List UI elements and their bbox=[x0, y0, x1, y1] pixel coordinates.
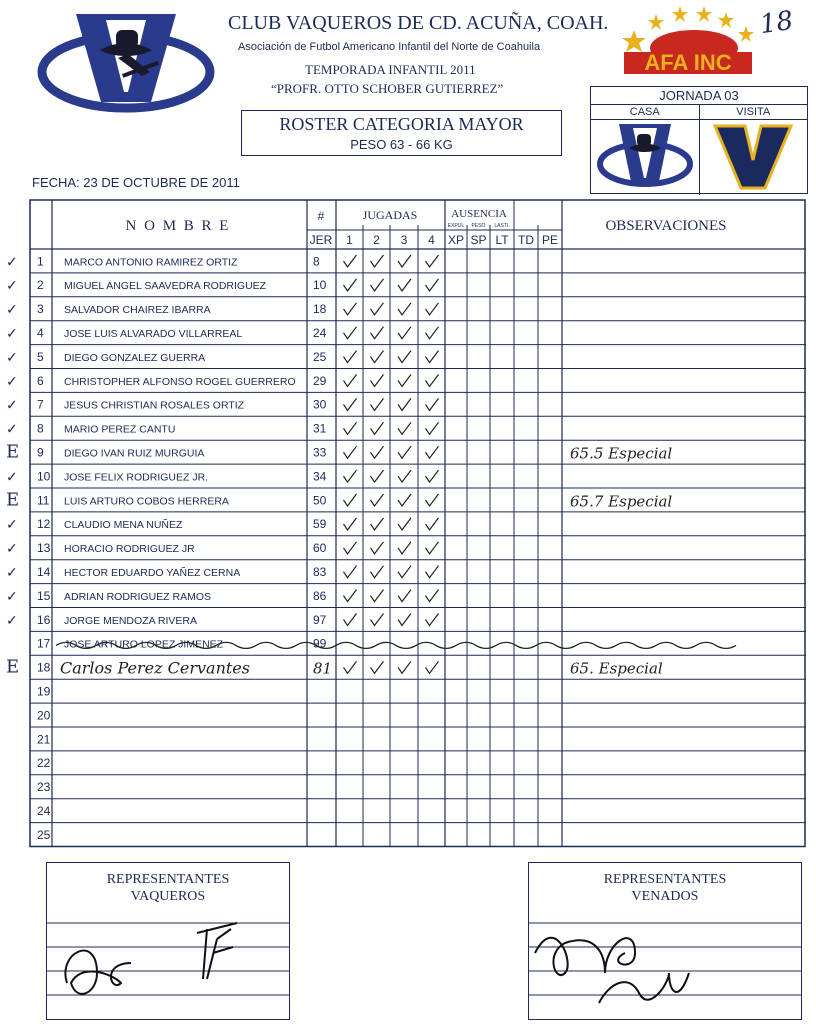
row-number: 21 bbox=[37, 732, 51, 747]
row-number: 7 bbox=[37, 397, 44, 412]
page-mark: 18 bbox=[758, 5, 796, 41]
home-logo bbox=[595, 120, 695, 192]
jersey-number: 50 bbox=[313, 493, 327, 508]
observations-column-header: OBSERVACIONES bbox=[605, 218, 727, 234]
row-number: 13 bbox=[37, 541, 51, 556]
player-name: CLAUDIO MENA NUÑEZ bbox=[64, 519, 183, 532]
away-logo bbox=[703, 120, 803, 192]
player-name: JOSE LUIS ALVARADO VILLARREAL bbox=[64, 327, 243, 340]
jersey-number: 97 bbox=[313, 612, 327, 627]
vaqueros-signature-lines bbox=[47, 913, 289, 1019]
row-check-mark: E bbox=[6, 489, 20, 511]
play-check-mark bbox=[426, 542, 439, 554]
absence-column-header: AUSENCIA bbox=[451, 208, 507, 220]
jersey-number: 10 bbox=[313, 278, 327, 293]
play-check-mark bbox=[371, 255, 384, 267]
name-column-header: N O M B R E bbox=[125, 218, 231, 234]
extra-code-pe: PE bbox=[541, 233, 559, 247]
play-check-mark bbox=[398, 375, 411, 387]
absence-note-2: LASTI. bbox=[494, 223, 510, 229]
row-number: 9 bbox=[37, 445, 44, 460]
play-check-mark bbox=[426, 566, 439, 578]
player-name: JORGE MENDOZA RIVERA bbox=[64, 614, 198, 627]
play-check-mark bbox=[426, 494, 439, 506]
roster-title: ROSTER CATEGORIA MAYOR bbox=[279, 114, 524, 134]
row-number: 22 bbox=[37, 756, 51, 771]
row-check-mark: ✓ bbox=[6, 588, 18, 605]
play-check-mark bbox=[398, 614, 411, 626]
row-check-mark: ✓ bbox=[6, 349, 18, 366]
player-name: HORACIO RODRIGUEZ JR bbox=[64, 543, 195, 556]
play-number-2: 2 bbox=[373, 233, 380, 247]
jersey-number: 33 bbox=[313, 445, 327, 460]
afa-inc-logo bbox=[622, 4, 762, 80]
play-check-mark bbox=[398, 255, 411, 267]
play-check-mark bbox=[344, 422, 357, 434]
jersey-number: 83 bbox=[313, 564, 327, 579]
row-number: 15 bbox=[37, 588, 51, 603]
venados-signature-lines bbox=[529, 913, 801, 1019]
play-check-mark bbox=[344, 303, 357, 315]
play-check-mark bbox=[371, 398, 384, 410]
season-title: TEMPORADA INFANTIL 2011 bbox=[305, 62, 476, 77]
absence-note-0: EXPUL bbox=[447, 223, 465, 229]
play-check-mark bbox=[344, 446, 357, 458]
jersey-hash: # bbox=[317, 209, 325, 223]
player-name: LUIS ARTURO COBOS HERRERA bbox=[64, 495, 229, 508]
roster-title-box bbox=[241, 110, 562, 156]
absence-code-lt: LT bbox=[495, 233, 509, 247]
away-label: VISITA bbox=[700, 105, 808, 120]
player-name: DIEGO IVAN RUIZ MURGUIA bbox=[64, 447, 205, 460]
jersey-number: 18 bbox=[313, 302, 327, 317]
play-check-mark bbox=[344, 590, 357, 602]
play-number-3: 3 bbox=[400, 233, 408, 247]
player-name: JESUS CHRISTIAN ROSALES ORTIZ bbox=[64, 399, 245, 412]
vaqueros-logo bbox=[36, 12, 216, 112]
play-check-mark bbox=[426, 470, 439, 482]
match-date: FECHA: 23 DE OCTUBRE DE 2011 bbox=[32, 175, 240, 190]
play-check-mark bbox=[371, 279, 384, 291]
player-name: JOSE FELIX RODRIGUEZ JR. bbox=[64, 471, 209, 484]
play-check-mark bbox=[371, 327, 384, 339]
play-check-mark bbox=[371, 351, 384, 363]
play-check-mark bbox=[426, 303, 439, 315]
play-check-mark bbox=[344, 255, 357, 267]
jornada-title: JORNADA 03 bbox=[591, 87, 807, 105]
play-check-mark bbox=[371, 661, 384, 673]
play-check-mark bbox=[426, 446, 439, 458]
row-check-mark: ✓ bbox=[6, 421, 18, 438]
row-number: 20 bbox=[37, 708, 51, 723]
row-number: 1 bbox=[37, 254, 44, 269]
play-check-mark bbox=[371, 542, 384, 554]
absence-note-1: PESO bbox=[471, 223, 486, 229]
jornada-box bbox=[590, 86, 808, 194]
vaqueros-rep-title: REPRESENTANTES bbox=[106, 872, 230, 887]
weight-range: PESO 63 - 66 KG bbox=[350, 137, 453, 152]
play-check-mark bbox=[398, 327, 411, 339]
play-check-mark bbox=[426, 398, 439, 410]
plays-column-header: JUGADAS bbox=[362, 208, 418, 222]
jersey-number: 8 bbox=[313, 254, 320, 269]
observation-note: 65.5 Especial bbox=[570, 444, 673, 463]
player-name: HECTOR EDUARDO YAÑEZ CERNA bbox=[64, 566, 241, 579]
jersey-number: 59 bbox=[313, 517, 327, 532]
home-team bbox=[591, 105, 700, 195]
play-check-mark bbox=[344, 375, 357, 387]
play-check-mark bbox=[371, 375, 384, 387]
jersey-number: 99 bbox=[313, 636, 327, 651]
home-label: CASA bbox=[591, 105, 699, 120]
row-number: 23 bbox=[37, 780, 51, 795]
jersey-number: 86 bbox=[313, 588, 327, 603]
play-check-mark bbox=[344, 494, 357, 506]
play-check-mark bbox=[398, 566, 411, 578]
play-check-mark bbox=[398, 446, 411, 458]
play-check-mark bbox=[371, 518, 384, 530]
play-check-mark bbox=[426, 255, 439, 267]
play-number-4: 4 bbox=[428, 233, 435, 247]
play-check-mark bbox=[398, 542, 411, 554]
play-check-mark bbox=[426, 614, 439, 626]
play-check-mark bbox=[426, 661, 439, 673]
play-check-mark bbox=[371, 494, 384, 506]
play-check-mark bbox=[398, 590, 411, 602]
observation-note: 65.7 Especial bbox=[570, 492, 673, 511]
play-check-mark bbox=[344, 327, 357, 339]
player-name: JOSE ARTURO LOPEZ JIMENEZ bbox=[64, 638, 224, 651]
afa-logo-text: AFA INC bbox=[644, 50, 732, 75]
club-title: CLUB VAQUEROS DE CD. ACUÑA, COAH. bbox=[228, 12, 609, 34]
player-name: MARCO ANTONIO RAMIREZ ORTIZ bbox=[64, 256, 238, 269]
jersey-number: 25 bbox=[313, 349, 327, 364]
row-number: 2 bbox=[37, 278, 44, 293]
signature-box-venados bbox=[528, 862, 802, 1020]
play-check-mark bbox=[371, 303, 384, 315]
row-check-mark: ✓ bbox=[6, 302, 18, 319]
play-check-mark bbox=[344, 518, 357, 530]
play-check-mark bbox=[398, 398, 411, 410]
play-check-mark bbox=[344, 661, 357, 673]
row-check-mark: ✓ bbox=[6, 373, 18, 390]
absence-code-xp: XP bbox=[447, 233, 465, 247]
row-check-mark: ✓ bbox=[6, 612, 18, 629]
row-number: 12 bbox=[37, 517, 51, 532]
row-check-mark: ✓ bbox=[6, 517, 18, 534]
jersey-number: 60 bbox=[313, 541, 327, 556]
play-check-mark bbox=[398, 494, 411, 506]
play-check-mark bbox=[426, 518, 439, 530]
play-check-mark bbox=[344, 542, 357, 554]
player-name: DIEGO GONZALEZ GUERRA bbox=[64, 351, 206, 364]
row-number: 16 bbox=[37, 612, 51, 627]
row-number: 14 bbox=[37, 564, 51, 579]
honoree-name: “PROFR. OTTO SCHOBER GUTIERREZ” bbox=[271, 81, 504, 96]
play-check-mark bbox=[398, 422, 411, 434]
vaqueros-signature-1 bbox=[65, 951, 131, 994]
play-check-mark bbox=[344, 398, 357, 410]
row-number: 6 bbox=[37, 373, 44, 388]
signature-box-vaqueros bbox=[46, 862, 290, 1020]
row-number: 17 bbox=[37, 636, 51, 651]
row-check-mark: E bbox=[6, 656, 20, 678]
player-name: MARIO PEREZ CANTU bbox=[64, 423, 176, 436]
row-check-mark: ✓ bbox=[6, 564, 18, 581]
player-name: CHRISTOPHER ALFONSO ROGEL GUERRERO bbox=[64, 375, 296, 388]
play-number-1: 1 bbox=[346, 233, 353, 247]
row-check-mark: E bbox=[6, 441, 20, 463]
roster-table bbox=[6, 198, 806, 848]
venados-rep-title: REPRESENTANTES bbox=[603, 872, 727, 887]
play-check-mark bbox=[344, 279, 357, 291]
player-name: ADRIAN RODRIGUEZ RAMOS bbox=[64, 590, 212, 603]
play-check-mark bbox=[344, 470, 357, 482]
away-team bbox=[700, 105, 808, 195]
play-check-mark bbox=[398, 279, 411, 291]
play-check-mark bbox=[398, 661, 411, 673]
row-number: 4 bbox=[37, 325, 44, 340]
play-check-mark bbox=[344, 351, 357, 363]
jersey-number: 24 bbox=[313, 325, 327, 340]
row-check-mark: ✓ bbox=[6, 541, 18, 558]
observation-note: 65. Especial bbox=[570, 659, 663, 678]
player-name: MIGUEL ANGEL SAAVEDRA RODRIGUEZ bbox=[64, 280, 267, 293]
row-check-mark: ✓ bbox=[6, 397, 18, 414]
player-name: Carlos Perez Cervantes bbox=[60, 658, 250, 678]
absence-code-sp: SP bbox=[470, 233, 487, 247]
venados-signature-2 bbox=[599, 973, 689, 1003]
play-check-mark bbox=[398, 470, 411, 482]
play-check-mark bbox=[426, 351, 439, 363]
jersey-column-header: JER bbox=[309, 233, 333, 247]
play-check-mark bbox=[371, 470, 384, 482]
row-number: 24 bbox=[37, 803, 51, 818]
row-number: 10 bbox=[37, 469, 51, 484]
association-name: Asociación de Futbol Americano Infantil del Norte de Coahuila bbox=[238, 41, 541, 53]
jersey-number: 34 bbox=[313, 469, 327, 484]
play-check-mark bbox=[398, 351, 411, 363]
play-check-mark bbox=[426, 375, 439, 387]
jersey-number: 30 bbox=[313, 397, 327, 412]
venados-rep-team: VENADOS bbox=[631, 889, 699, 904]
row-check-mark: ✓ bbox=[6, 254, 18, 271]
row-number: 11 bbox=[37, 493, 50, 508]
play-check-mark bbox=[371, 446, 384, 458]
row-number: 25 bbox=[37, 827, 51, 842]
play-check-mark bbox=[371, 590, 384, 602]
row-check-mark: ✓ bbox=[6, 469, 18, 486]
play-check-mark bbox=[371, 614, 384, 626]
row-number: 8 bbox=[37, 421, 44, 436]
play-check-mark bbox=[426, 422, 439, 434]
jersey-number: 29 bbox=[313, 373, 327, 388]
row-number: 19 bbox=[37, 684, 51, 699]
row-check-mark: ✓ bbox=[6, 325, 18, 342]
extra-code-td: TD bbox=[518, 233, 534, 247]
row-number: 5 bbox=[37, 349, 44, 364]
play-check-mark bbox=[371, 422, 384, 434]
venados-signature-1 bbox=[535, 938, 635, 975]
row-number: 18 bbox=[37, 660, 51, 675]
play-check-mark bbox=[371, 566, 384, 578]
play-check-mark bbox=[344, 566, 357, 578]
play-check-mark bbox=[426, 279, 439, 291]
play-check-mark bbox=[398, 518, 411, 530]
player-name: SALVADOR CHAIREZ IBARRA bbox=[64, 304, 211, 317]
vaqueros-rep-team: VAQUEROS bbox=[130, 889, 206, 904]
row-number: 3 bbox=[37, 302, 44, 317]
play-check-mark bbox=[398, 303, 411, 315]
jersey-number: 31 bbox=[313, 421, 327, 436]
play-check-mark bbox=[426, 327, 439, 339]
play-check-mark bbox=[344, 614, 357, 626]
jersey-number: 81 bbox=[313, 659, 333, 678]
play-check-mark bbox=[426, 590, 439, 602]
row-check-mark: ✓ bbox=[6, 278, 18, 295]
